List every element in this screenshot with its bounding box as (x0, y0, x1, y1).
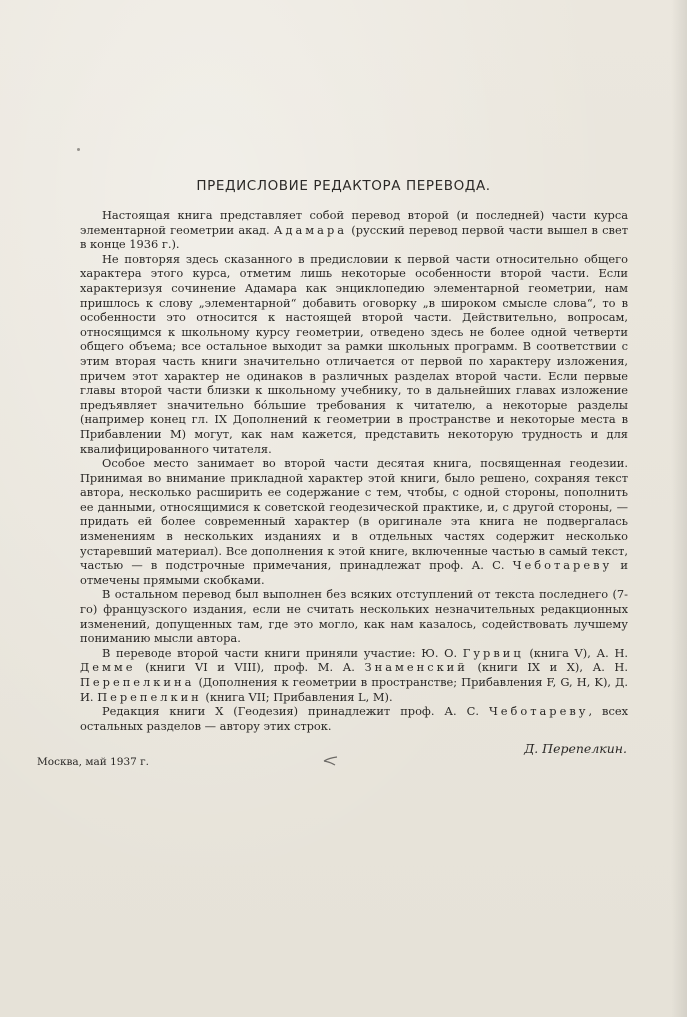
paragraph-4: В остальном перевод был выполнен без всяких отступлений от текста последнего (7-го) французского издания, если не считать нескольких незначительных редакционных изменений, допущенных там, где это могло, как нам казалось, содействовать лучшему пониманию мысли автора. (80, 587, 628, 646)
paragraph-1: Настоящая книга представляет собой перевод второй (и последней) части курса элементарной геометрии акад. Адамара (русский перевод первой части вышел в свет в конце 1936 г.). (80, 208, 628, 252)
paragraph-6: Редакция книги X (Геодезия) принадлежит проф. А. С. Чеботареву, всех остальных разделов — автору этих строк. (80, 704, 628, 733)
place-date: Москва, май 1937 г. (37, 756, 150, 768)
editor-signature: Д. Перепелкин. (524, 741, 627, 756)
paragraph-3: Особое место занимает во второй части десятая книга, посвященная геодезии. Принимая во внимание прикладной характер этой книги, было решено, сохраняя текст автора, несколько расширить ее содержание с тем, чтобы, с одной стороны, пополнить ее данными, относящимися к советской геодезической практике, и, с другой стороны, — придать ей более современный характер (в оригинале эта книга не подвергалась изменениям в нескольких изданиях и в отдельных частях содержит несколько устаревший материал). Все дополнения к этой книге, включенные частью в самый текст, частью — в подстрочные примечания, принадлежат проф. А. С. Чеботареву и отмечены прямыми скобками. (80, 456, 629, 587)
paragraph-2: Не повторяя здесь сказанного в предисловии к первой части относительно общего характера этого курса, отметим лишь некоторые особенности второй части. Если характеризуя сочинение Адамара как энциклопедию элементарной геометрии, нам пришлось к слову „элементарной“ добавить оговорку „в широком смысле слова“, то в особенности это относится к настоящей второй части. Действительно, вопросам, относящимся к школьному курсу геометрии, отведено здесь не более одной четверти общего объема; все остальное выходит за рамки школьных программ. В соответствии с этим вторая часть книги значительно отличается от первой по характеру изложения, причем этот характер не одинаков в различных разделах второй части. Если первые главы второй части близки к школьному учебнику, то в дальнейших главах изложение предъявляет значительно бо́льшие требования к читателю, а некоторые разделы (например конец гл. IX Дополнений к геометрии в пространстве и некоторые места в Прибавлении M) могут, как нам кажется, представить некоторую трудность и для квалифицированного читателя. (80, 251, 628, 456)
ink-speck (77, 148, 80, 151)
page-edge-shadow (671, 0, 687, 1017)
paragraph-5: В переводе второй части книги приняли участие: Ю. О. Гурвиц (книга V), А. Н. Демме (книги VI и VIII), проф. М. А. Знаменский (книги IX и X), А. Н. Перепелкина (Дополнения к геометрии в пространстве; Прибавления F, G, H, K), Д. И. Перепелкин (книга VII; Прибавления L, M). (80, 645, 628, 704)
page-title: ПРЕДИСЛОВИЕ РЕДАКТОРА ПЕРЕВОДА. (196, 178, 491, 194)
preface-body (80, 208, 628, 733)
pencil-mark-icon (323, 756, 339, 766)
